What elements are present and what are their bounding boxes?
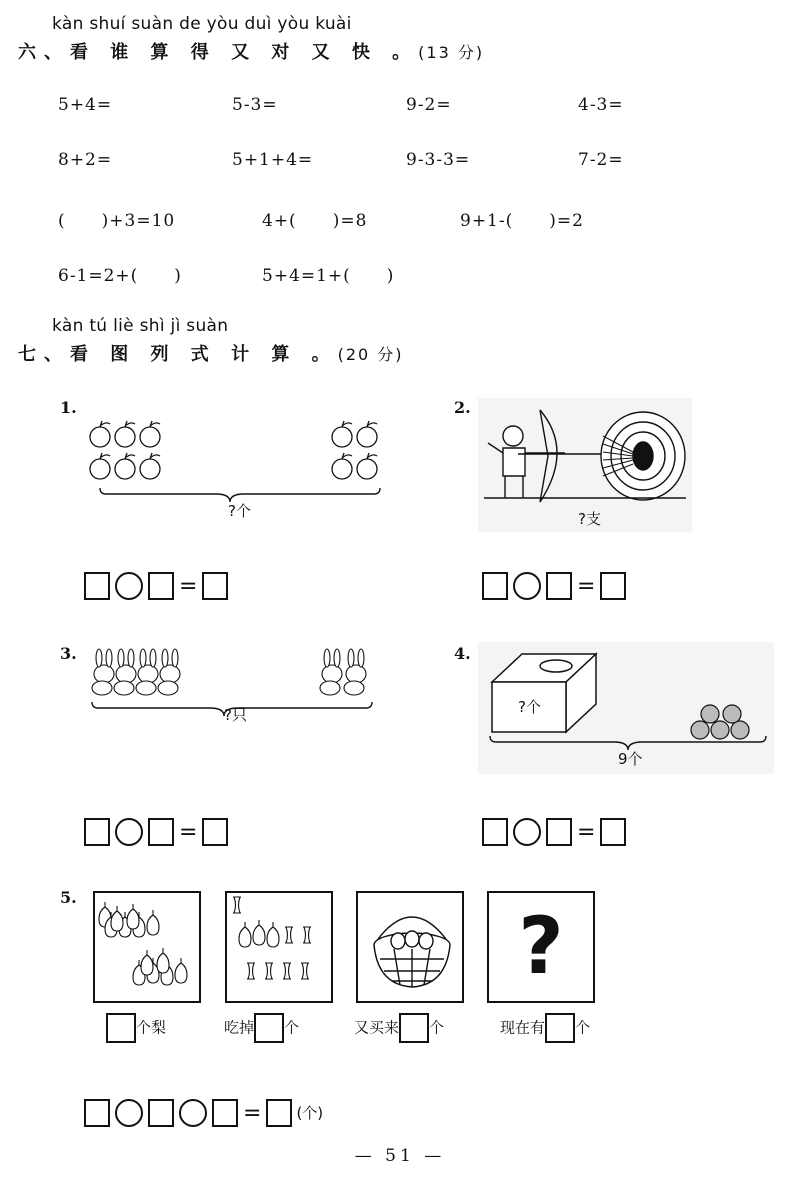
equals-sign: = [577,573,596,599]
problem-3-answer [84,818,228,846]
equation: 7-2= [578,150,624,170]
equation: 5-3= [232,95,278,115]
answer-box[interactable] [202,572,228,600]
equation: 6-1=2+( ) [58,266,182,286]
p5-caption: 个梨 [136,1018,167,1037]
eaten-pears-panel [225,891,333,1003]
answer-box[interactable] [600,572,626,600]
problem-2-caption: ?支 [578,510,601,528]
equation: 9-2= [406,95,452,115]
section6-title [18,38,484,64]
operator-circle[interactable] [115,818,143,846]
equation: 5+4= [58,95,113,115]
question-mark: ? [518,902,564,992]
operator-circle[interactable] [115,572,143,600]
equation: 4-3= [578,95,624,115]
p5-caption: 个 [284,1018,300,1037]
p5-label-3 [354,1013,444,1043]
page-number: — 51 — [354,1146,446,1166]
answer-box[interactable] [399,1013,429,1043]
answer-box[interactable] [482,572,508,600]
p5-caption: 现在有 [500,1018,546,1037]
answer-box[interactable] [545,1013,575,1043]
section7-title [18,340,404,366]
problem-5-label: 5. [60,888,77,907]
section6-title-text: 六、看 谁 算 得 又 对 又 快 。 [18,42,419,63]
problem-3-caption: ?只 [224,706,247,724]
problem-1-label: 1. [60,398,77,417]
operator-circle[interactable] [115,1099,143,1127]
problem-4-label: 4. [454,644,471,663]
equals-sign: = [243,1100,262,1126]
pears-panel [93,891,201,1003]
equation: 5+1+4= [232,150,314,170]
p5-caption: 个 [429,1018,445,1037]
answer-box[interactable] [148,572,174,600]
answer-box[interactable] [254,1013,284,1043]
p5-caption: 个 [575,1018,591,1037]
problem-4-answer [482,818,626,846]
equation: 4+( )=8 [262,211,368,231]
equation: ( )+3=10 [58,211,176,231]
problem-2-answer [482,572,626,600]
unit-label: (个) [296,1103,324,1122]
operator-circle[interactable] [179,1099,207,1127]
answer-box[interactable] [482,818,508,846]
equation: 9-3-3= [406,150,471,170]
basket-panel [356,891,464,1003]
section6-pinyin: kàn shuí suàn de yòu duì yòu kuài [52,14,352,34]
answer-box[interactable] [148,818,174,846]
section6-score: (13 分) [418,43,485,62]
answer-box[interactable] [202,818,228,846]
equation: 5+4=1+( ) [262,266,395,286]
p5-label-1 [106,1013,166,1043]
operator-circle[interactable] [513,572,541,600]
p5-label-4 [500,1013,590,1043]
problem-4-box-label: ?个 [518,698,541,716]
section7-pinyin: kàn tú liè shì jì suàn [52,316,229,336]
section7-score: (20 分) [337,345,404,364]
answer-box[interactable] [148,1099,174,1127]
p5-label-2 [224,1013,299,1043]
answer-box[interactable] [84,1099,110,1127]
answer-box[interactable] [600,818,626,846]
operator-circle[interactable] [513,818,541,846]
problem-1-caption: ?个 [228,502,251,520]
equation: 8+2= [58,150,113,170]
section7-title-text: 七、看 图 列 式 计 算 。 [18,344,338,365]
equals-sign: = [577,819,596,845]
answer-box[interactable] [84,818,110,846]
equation: 9+1-( )=2 [460,211,584,231]
answer-box[interactable] [84,572,110,600]
p5-caption: 吃掉 [224,1018,255,1037]
answer-box[interactable] [266,1099,292,1127]
problem-1-answer [84,572,228,600]
problem-4-caption: 9个 [618,750,643,768]
p5-caption: 又买来 [354,1018,400,1037]
problem-3-label: 3. [60,644,77,663]
answer-box[interactable] [546,818,572,846]
problem-5-answer [84,1099,323,1127]
equals-sign: = [179,573,198,599]
answer-box[interactable] [106,1013,136,1043]
problem-2-label: 2. [454,398,471,417]
answer-box[interactable] [546,572,572,600]
question-panel [487,891,595,1003]
answer-box[interactable] [212,1099,238,1127]
equals-sign: = [179,819,198,845]
